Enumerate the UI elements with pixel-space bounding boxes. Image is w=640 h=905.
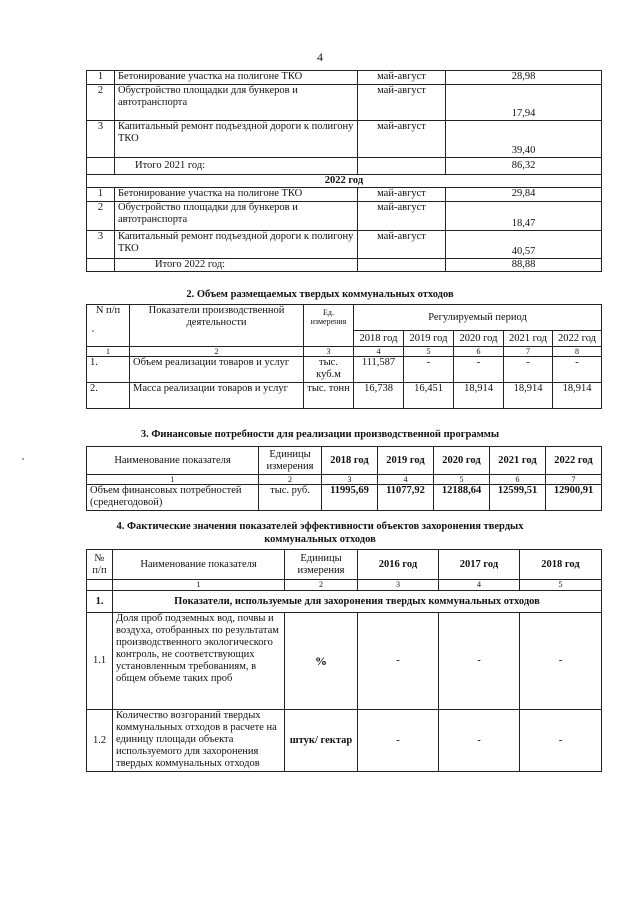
header-year: 2020 год xyxy=(434,447,490,475)
header-year: 2018 год xyxy=(520,550,602,580)
row-number: 1 xyxy=(87,188,115,202)
total-label: Итого 2022 год: xyxy=(115,259,358,272)
section-title: 2. Объем размещаемых твердых коммунальных отходов xyxy=(186,289,454,300)
table-row: 1.1 Доля проб подземных вод, почвы и воздуха, отобранных по результатам производственного экологического контроль, не соответствующих установленным требованиям, в общем объеме таких проб % - - - xyxy=(87,613,602,710)
work-plan-table xyxy=(86,70,602,272)
header-year: 2016 год xyxy=(358,550,439,580)
table-row: 1. Объем реализации товаров и услуг тыс. куб.м 111,587 - - - - xyxy=(87,357,602,383)
table-row: 1.2 Количество возгораний твердых коммунальных отходов в расчете на единицу площади объекта используемого для захоронения твердых коммунальных отходов штук/ гектар - - - xyxy=(87,710,602,772)
table-row xyxy=(87,71,602,85)
total-value: 86,32 xyxy=(446,158,602,175)
scan-speck xyxy=(22,458,24,460)
work-period: май-август xyxy=(358,85,446,121)
header-unit: Единицы измерения xyxy=(285,550,358,580)
header-indicator: Показатели производственной деятельности xyxy=(130,305,304,347)
header-name: Наименование показателя xyxy=(87,447,259,475)
header-number: № п/п xyxy=(87,550,113,580)
efficiency-table xyxy=(86,549,602,772)
scan-speck xyxy=(92,330,94,332)
work-cost: 39,40 xyxy=(446,121,602,158)
table-row: 2. Масса реализации товаров и услуг тыс. тонн 16,738 16,451 18,914 18,914 18,914 xyxy=(87,383,602,409)
table-row xyxy=(87,85,602,121)
group-row xyxy=(87,591,602,613)
header-name: Наименование показателя xyxy=(113,550,285,580)
header-year: 2018 год xyxy=(354,331,404,347)
work-name: Обустройство площадки для бункеров и автотранспорта xyxy=(115,202,358,231)
work-name: Капитальный ремонт подъездной дороги к полигону ТКО xyxy=(115,231,358,259)
row-number: 2 xyxy=(87,85,115,121)
group-title: Показатели, используемые для захоронения твердых коммунальных отходов xyxy=(113,591,602,613)
header-year: 2022 год xyxy=(546,447,602,475)
row-number: 3 xyxy=(87,231,115,259)
header-unit: Ед. измерения xyxy=(304,305,354,347)
header-year: 2017 год xyxy=(439,550,520,580)
table-row xyxy=(87,121,602,158)
waste-volume-table xyxy=(86,304,602,409)
row-number: 2 xyxy=(87,202,115,231)
year-header-row xyxy=(87,175,602,188)
table-row xyxy=(87,202,602,231)
total-row xyxy=(87,158,602,175)
header-year: 2021 год xyxy=(490,447,546,475)
section-title-line2: коммунальных отходов xyxy=(264,534,376,545)
row-number: 3 xyxy=(87,121,115,158)
work-cost: 29,84 xyxy=(446,188,602,202)
header-year: 2019 год xyxy=(378,447,434,475)
header-year: 2022 год xyxy=(553,331,602,347)
header-year: 2021 год xyxy=(504,331,553,347)
work-cost: 28,98 xyxy=(446,71,602,85)
work-name: Бетонирование участка на полигоне ТКО xyxy=(115,188,358,202)
work-name: Капитальный ремонт подъездной дороги к полигону ТКО xyxy=(115,121,358,158)
header-year: 2018 год xyxy=(322,447,378,475)
column-number-row: 1 2 3 4 5 xyxy=(87,580,602,591)
total-label: Итого 2021 год: xyxy=(115,158,358,175)
page-number: 4 xyxy=(317,50,323,64)
work-cost: 40,57 xyxy=(446,231,602,259)
work-period: май-август xyxy=(358,121,446,158)
work-cost: 18,47 xyxy=(446,202,602,231)
header-year: 2020 год xyxy=(454,331,504,347)
section-title: 3. Финансовые потребности для реализации производственной программы xyxy=(140,429,500,440)
column-number-row: 1 2 3 4 5 6 7 xyxy=(87,475,602,485)
header-number: N п/п xyxy=(87,305,130,347)
header-unit: Единицы измерения xyxy=(259,447,322,475)
header-period: Регулируемый период xyxy=(354,305,602,331)
header-year: 2019 год xyxy=(404,331,454,347)
work-period: май-август xyxy=(358,71,446,85)
table-row xyxy=(87,231,602,259)
work-cost: 17,94 xyxy=(446,85,602,121)
row-number: 1 xyxy=(87,71,115,85)
total-row xyxy=(87,259,602,272)
column-number-row: 1 2 3 4 5 6 7 8 xyxy=(87,347,602,357)
section-title: 4. Фактические значения показателей эффективности объектов захоронения твердых xyxy=(116,521,524,532)
work-period: май-август xyxy=(358,231,446,259)
year-header: 2022 год xyxy=(87,175,602,188)
work-period: май-август xyxy=(358,202,446,231)
work-period: май-август xyxy=(358,188,446,202)
table-row: Объем финансовых потребностей (среднегодовой) тыс. руб. 11995,69 11077,92 12188,64 12599,51 12900,91 xyxy=(87,485,602,511)
financial-needs-table xyxy=(86,446,602,511)
work-name: Бетонирование участка на полигоне ТКО xyxy=(115,71,358,85)
work-name: Обустройство площадки для бункеров и автотранспорта xyxy=(115,85,358,121)
table-row xyxy=(87,188,602,202)
total-value: 88,88 xyxy=(446,259,602,272)
group-number: 1. xyxy=(87,591,113,613)
